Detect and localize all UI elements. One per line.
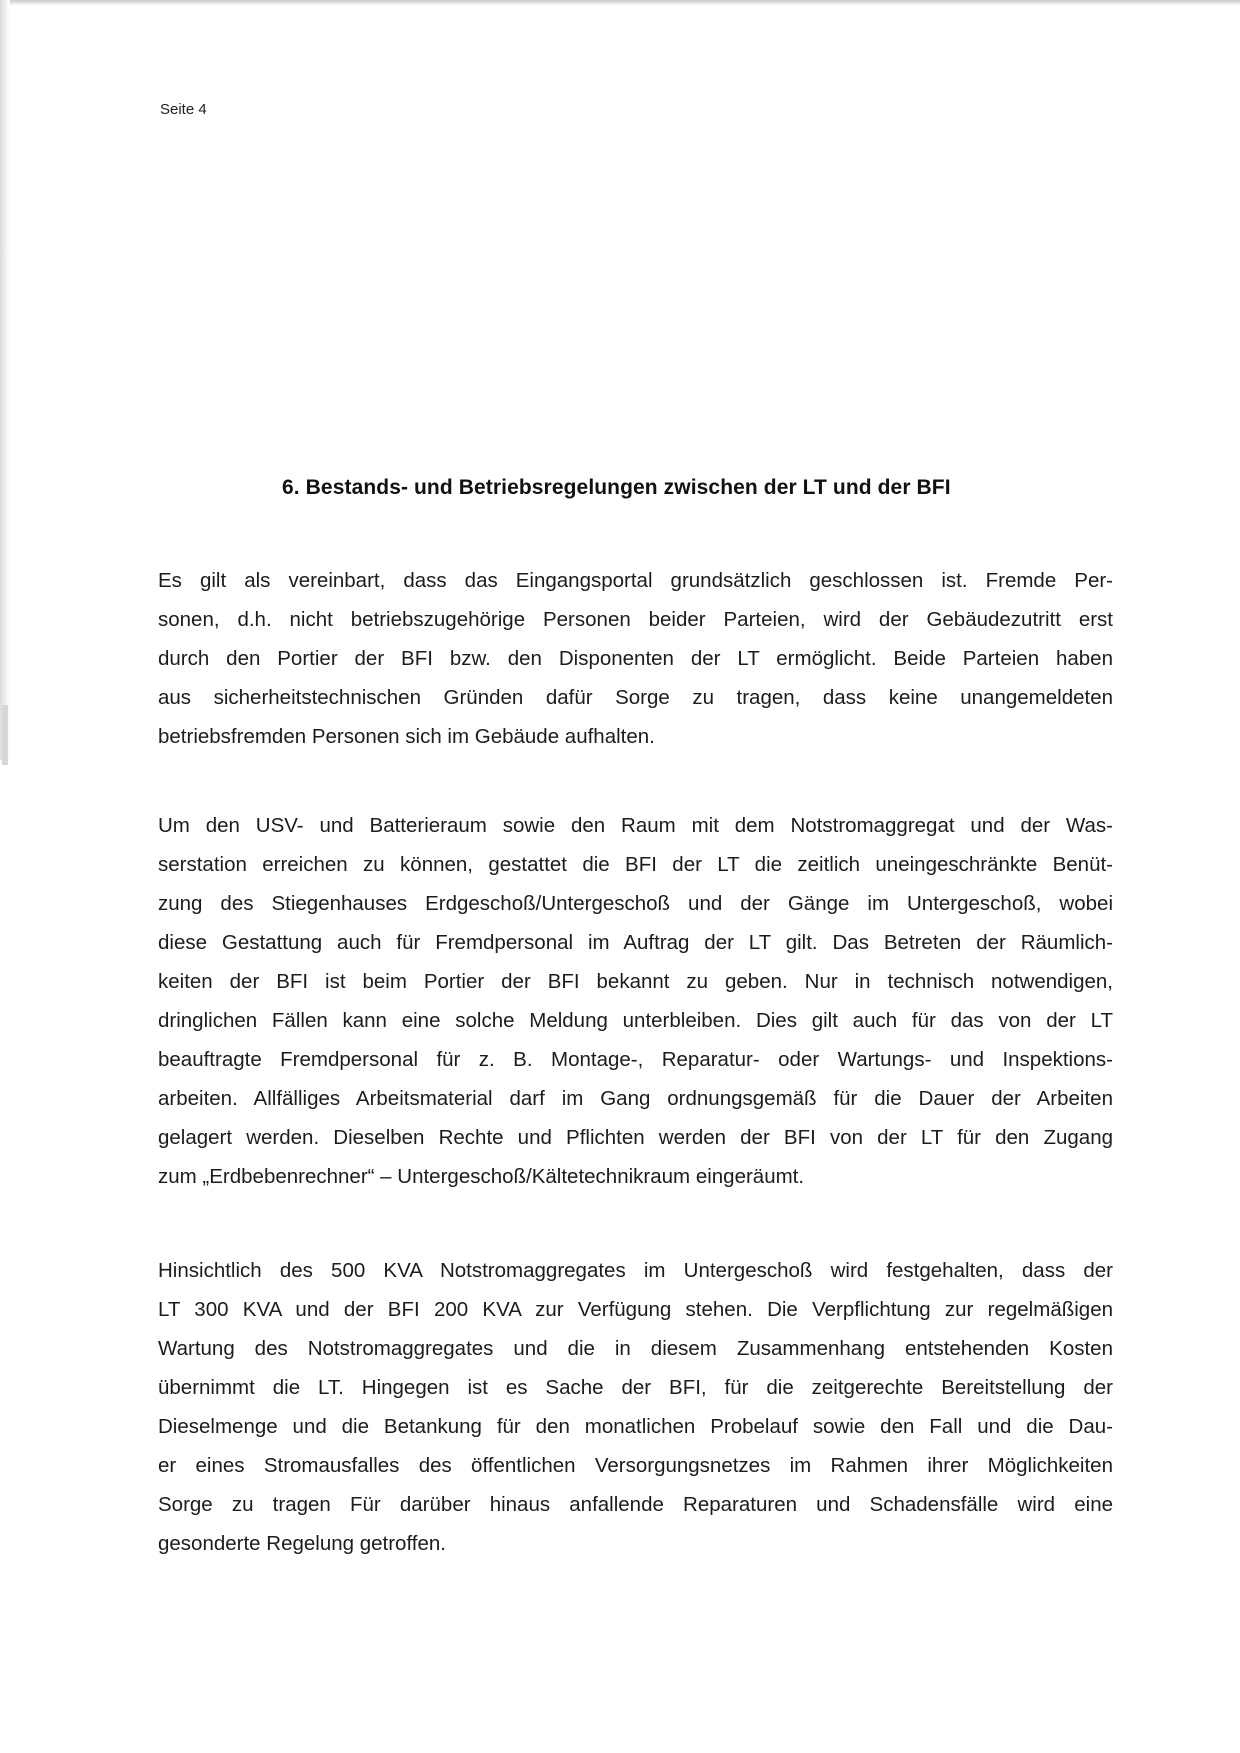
- text-line: arbeiten. Allfälliges Arbeitsmaterial darf im Gang ordnungsgemäß für die Dauer der Arbeiten: [158, 1087, 1113, 1110]
- text-line: keiten der BFI ist beim Portier der BFI bekannt zu geben. Nur in technisch notwendigen,: [158, 970, 1113, 993]
- scan-edge-left: [0, 0, 10, 760]
- text-line: serstation erreichen zu können, gestattet die BFI der LT die zeitlich uneingeschränkte Benüt-: [158, 853, 1113, 876]
- text-line: übernimmt die LT. Hingegen ist es Sache der BFI, für die zeitgerechte Bereitstellung der: [158, 1376, 1113, 1399]
- text-line: Hinsichtlich des 500 KVA Notstromaggregates im Untergeschoß wird festgehalten, dass der: [158, 1259, 1113, 1282]
- text-line: Um den USV- und Batterieraum sowie den Raum mit dem Notstromaggregat und der Was-: [158, 814, 1113, 837]
- text-line: durch den Portier der BFI bzw. den Disponenten der LT ermöglicht. Beide Parteien haben: [158, 647, 1113, 670]
- text-line: Es gilt als vereinbart, dass das Eingangsportal grundsätzlich geschlossen ist. Fremde Per-: [158, 569, 1113, 592]
- paragraph-entrance-access: [158, 561, 1113, 756]
- page-number: Seite 4: [160, 101, 207, 118]
- paragraph-emergency-generator: [158, 1251, 1113, 1563]
- text-line: zum „Erdbebenrechner“ – Untergeschoß/Kältetechnikraum eingeräumt.: [158, 1165, 805, 1188]
- section-heading: 6. Bestands- und Betriebsregelungen zwischen der LT und der BFI: [282, 476, 951, 499]
- text-line: Dieselmenge und die Betankung für den monatlichen Probelauf sowie den Fall und die Dau-: [158, 1415, 1113, 1438]
- text-line: dringlichen Fällen kann eine solche Meldung unterbleiben. Dies gilt auch für das von der LT: [158, 1009, 1113, 1032]
- scan-edge-top: [0, 0, 1240, 6]
- text-line: diese Gestattung auch für Fremdpersonal im Auftrag der LT gilt. Das Betreten der Räumlich-: [158, 931, 1113, 954]
- text-line: zung des Stiegenhauses Erdgeschoß/Untergeschoß und der Gänge im Untergeschoß, wobei: [158, 892, 1113, 915]
- text-line: aus sicherheitstechnischen Gründen dafür Sorge zu tragen, dass keine unangemeldeten: [158, 686, 1113, 709]
- text-line: gesonderte Regelung getroffen.: [158, 1532, 446, 1555]
- text-line: beauftragte Fremdpersonal für z. B. Montage-, Reparatur- oder Wartungs- und Inspektions-: [158, 1048, 1113, 1071]
- scan-artifact: [2, 705, 8, 765]
- text-line: Wartung des Notstromaggregates und die in diesem Zusammenhang entstehenden Kosten: [158, 1337, 1113, 1360]
- paragraph-usv-battery-room: [158, 806, 1113, 1196]
- text-line: LT 300 KVA und der BFI 200 KVA zur Verfügung stehen. Die Verpflichtung zur regelmäßigen: [158, 1298, 1113, 1321]
- text-line: Sorge zu tragen Für darüber hinaus anfallende Reparaturen und Schadensfälle wird eine: [158, 1493, 1113, 1516]
- text-line: gelagert werden. Dieselben Rechte und Pflichten werden der BFI von der LT für den Zugang: [158, 1126, 1113, 1149]
- text-line: sonen, d.h. nicht betriebszugehörige Personen beider Parteien, wird der Gebäudezutritt erst: [158, 608, 1113, 631]
- text-line: betriebsfremden Personen sich im Gebäude aufhalten.: [158, 725, 655, 748]
- text-line: er eines Stromausfalles des öffentlichen Versorgungsnetzes im Rahmen ihrer Möglichkeiten: [158, 1454, 1113, 1477]
